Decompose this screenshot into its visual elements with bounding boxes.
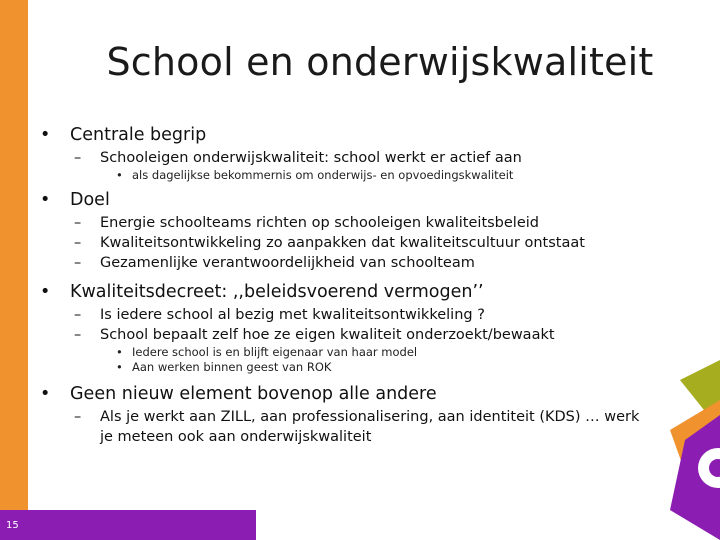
bullet-geen-nieuw-element: • Geen nieuw element bovenop alle andere: [30, 381, 670, 407]
sub-bullet: – Gezamenlijke verantwoordelijkheid van schoolteam: [30, 253, 670, 273]
bullet-doel: • Doel: [30, 187, 670, 213]
bullet-centrale-begrip: • Centrale begrip: [30, 122, 670, 148]
bullet-kwaliteitsdecreet: • Kwaliteitsdecreet: ,,beleidsvoerend vermogen’’: [30, 279, 670, 305]
sub-bullet: – Schooleigen onderwijskwaliteit: school werkt er actief aan: [30, 148, 670, 168]
left-accent-bar: [0, 0, 28, 540]
slide-title: School en onderwijskwaliteit: [106, 40, 654, 84]
logo-shapes-icon: [640, 360, 720, 540]
sub-sub-bullet: • als dagelijkse bekommernis om onderwijs- en opvoedingskwaliteit: [30, 168, 670, 183]
sub-bullet: – School bepaalt zelf hoe ze eigen kwaliteit onderzoekt/bewaakt: [30, 325, 670, 345]
sub-bullet: – Is iedere school al bezig met kwaliteitsontwikkeling ?: [30, 305, 670, 325]
footer-bar: [0, 510, 256, 540]
sub-sub-bullet: • Aan werken binnen geest van ROK: [30, 360, 670, 375]
sub-bullet: – Kwaliteitsontwikkeling zo aanpakken dat kwaliteitscultuur ontstaat: [30, 233, 670, 253]
sub-bullet: – Als je werkt aan ZILL, aan professionalisering, aan identiteit (KDS) … werk je meteen ook aan onderwijskwaliteit: [30, 407, 640, 447]
sub-sub-bullet: • Iedere school is en blijft eigenaar van haar model: [30, 345, 670, 360]
slide-body: [30, 122, 670, 447]
sub-bullet: – Energie schoolteams richten op schooleigen kwaliteitsbeleid: [30, 213, 670, 233]
page-number: 15: [6, 520, 19, 531]
